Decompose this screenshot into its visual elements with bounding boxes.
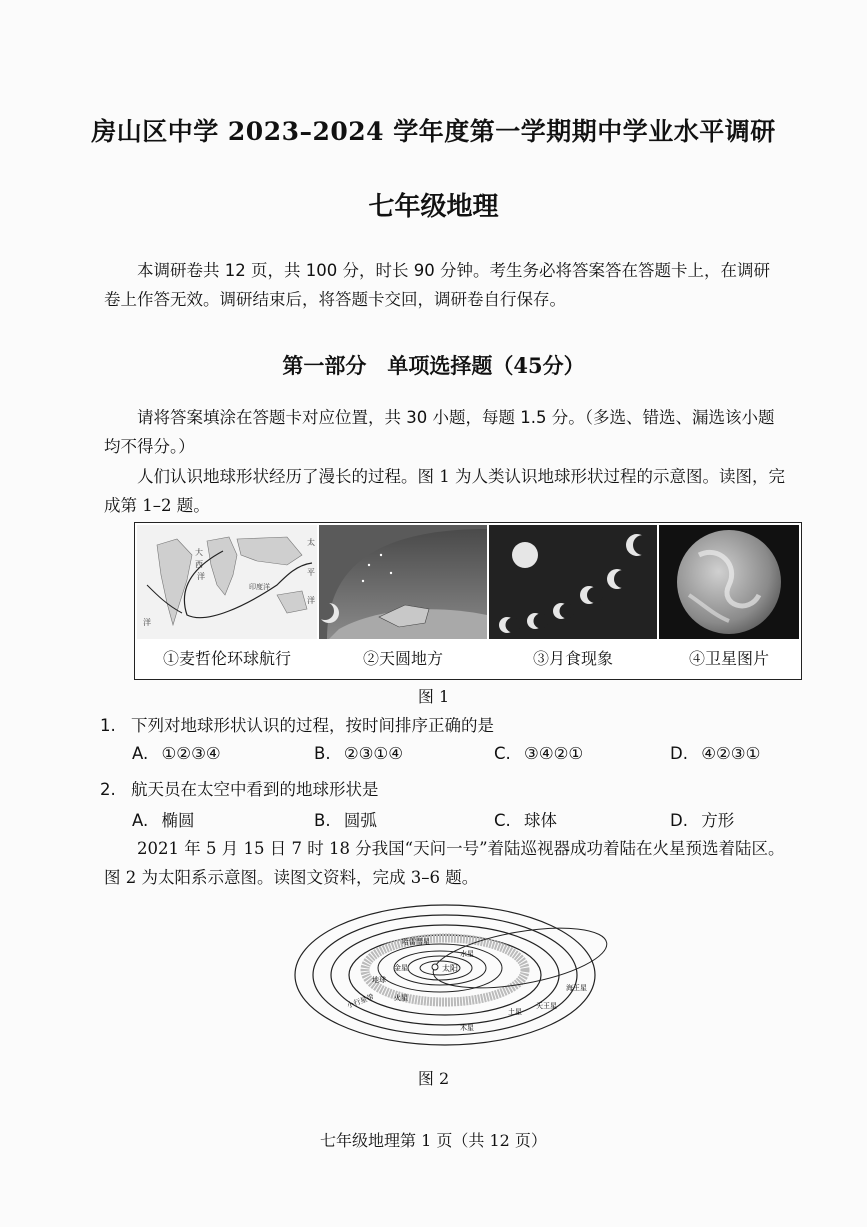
question-2-number: 2. xyxy=(100,780,116,799)
question-2 xyxy=(100,776,379,800)
question-1 xyxy=(100,712,494,736)
sky-dome-image xyxy=(319,525,487,639)
figure-1 xyxy=(134,522,802,680)
q2-option-a: A. 椭圆 xyxy=(132,811,195,830)
section-title: 第一部分 单项选择题（45分） xyxy=(282,353,585,378)
question-1-number: 1. xyxy=(100,716,116,735)
section-instruction: 请将答案填涂在答题卡对应位置，共 30 小题，每题 1.5 分。（多选、错选、漏选该小题均不得分。） xyxy=(104,408,775,456)
passage-2: 2021 年 5 月 15 日 7 时 18 分我国“天问一号”着陆巡视器成功着陆在火星预选着陆区。图 2 为太阳系示意图。读图文资料，完成 3–6 题。 xyxy=(104,839,785,887)
exam-title: 房山区中学 2023–2024 学年度第一学期期中学业水平调研 xyxy=(91,117,776,146)
map-label-1: 大 xyxy=(195,548,203,557)
q1-option-d: D. ④②③① xyxy=(670,744,761,763)
label-comet: 哈雷彗星 xyxy=(402,938,430,946)
map-label-pacific-2: 平 xyxy=(307,568,315,577)
label-uranus: 天王星 xyxy=(536,1002,557,1010)
question-2-stem: 航天员在太空中看到的地球形状是 xyxy=(131,780,379,799)
q2-option-c: C. 球体 xyxy=(494,811,558,830)
label-sun: 太阳 xyxy=(442,964,458,973)
label-jupiter: 木星 xyxy=(460,1024,474,1032)
label-mars: 火星 xyxy=(394,994,408,1002)
map-label-2: 西 xyxy=(195,560,203,569)
map-label-3: 洋 xyxy=(197,572,205,581)
earth-satellite-image xyxy=(659,525,799,639)
passage-1: 人们认识地球形状经历了漫长的过程。图 1 为人类认识地球形状过程的示意图。读图，完成第 1–2 题。 xyxy=(104,467,785,515)
q2-option-b: B. 圆弧 xyxy=(314,811,377,830)
figure-1-caption: 图 1 xyxy=(417,687,450,706)
q2-option-d: D. 方形 xyxy=(670,811,735,830)
label-asteroid-belt: 小行星带 xyxy=(345,992,375,1010)
question-1-stem: 下列对地球形状认识的过程，按时间排序正确的是 xyxy=(131,716,494,735)
figure-2-caption: 图 2 xyxy=(417,1069,450,1088)
magellan-map-image xyxy=(137,525,317,639)
exam-instructions: 本调研卷共 12 页，共 100 分，时长 90 分钟。考生务必将答案答在答题卡上，在调研卷上作答无效。调研结束后，将答题卡交回，调研卷自行保存。 xyxy=(104,261,770,309)
map-label-pacific-1: 太 xyxy=(307,538,315,547)
label-neptune: 海王星 xyxy=(566,984,587,992)
q1-option-b: B. ②③①④ xyxy=(314,744,403,763)
panel-caption-3: ③月食现象 xyxy=(532,649,613,668)
label-mercury: 水星 xyxy=(460,950,474,958)
exam-subject: 七年级地理 xyxy=(368,192,499,222)
lunar-eclipse-image xyxy=(489,525,657,639)
panel-caption-1: ①麦哲伦环球航行 xyxy=(162,649,291,668)
label-venus: 金星 xyxy=(394,964,408,972)
panel-caption-2: ②天圆地方 xyxy=(362,649,443,668)
q1-option-c: C. ③④②① xyxy=(494,744,584,763)
panel-caption-4: ④卫星图片 xyxy=(688,649,769,668)
label-earth: 地球 xyxy=(372,976,386,984)
map-label-indian: 印度洋 xyxy=(249,583,270,591)
map-label-pacific-3: 洋 xyxy=(307,596,315,605)
label-saturn: 土星 xyxy=(508,1008,522,1016)
figure-2-solar-system xyxy=(290,900,610,1050)
page-footer: 七年级地理第 1 页（共 12 页） xyxy=(320,1131,547,1150)
q1-option-a: A. ①②③④ xyxy=(132,744,221,763)
map-label-ocean: 洋 xyxy=(143,618,151,627)
